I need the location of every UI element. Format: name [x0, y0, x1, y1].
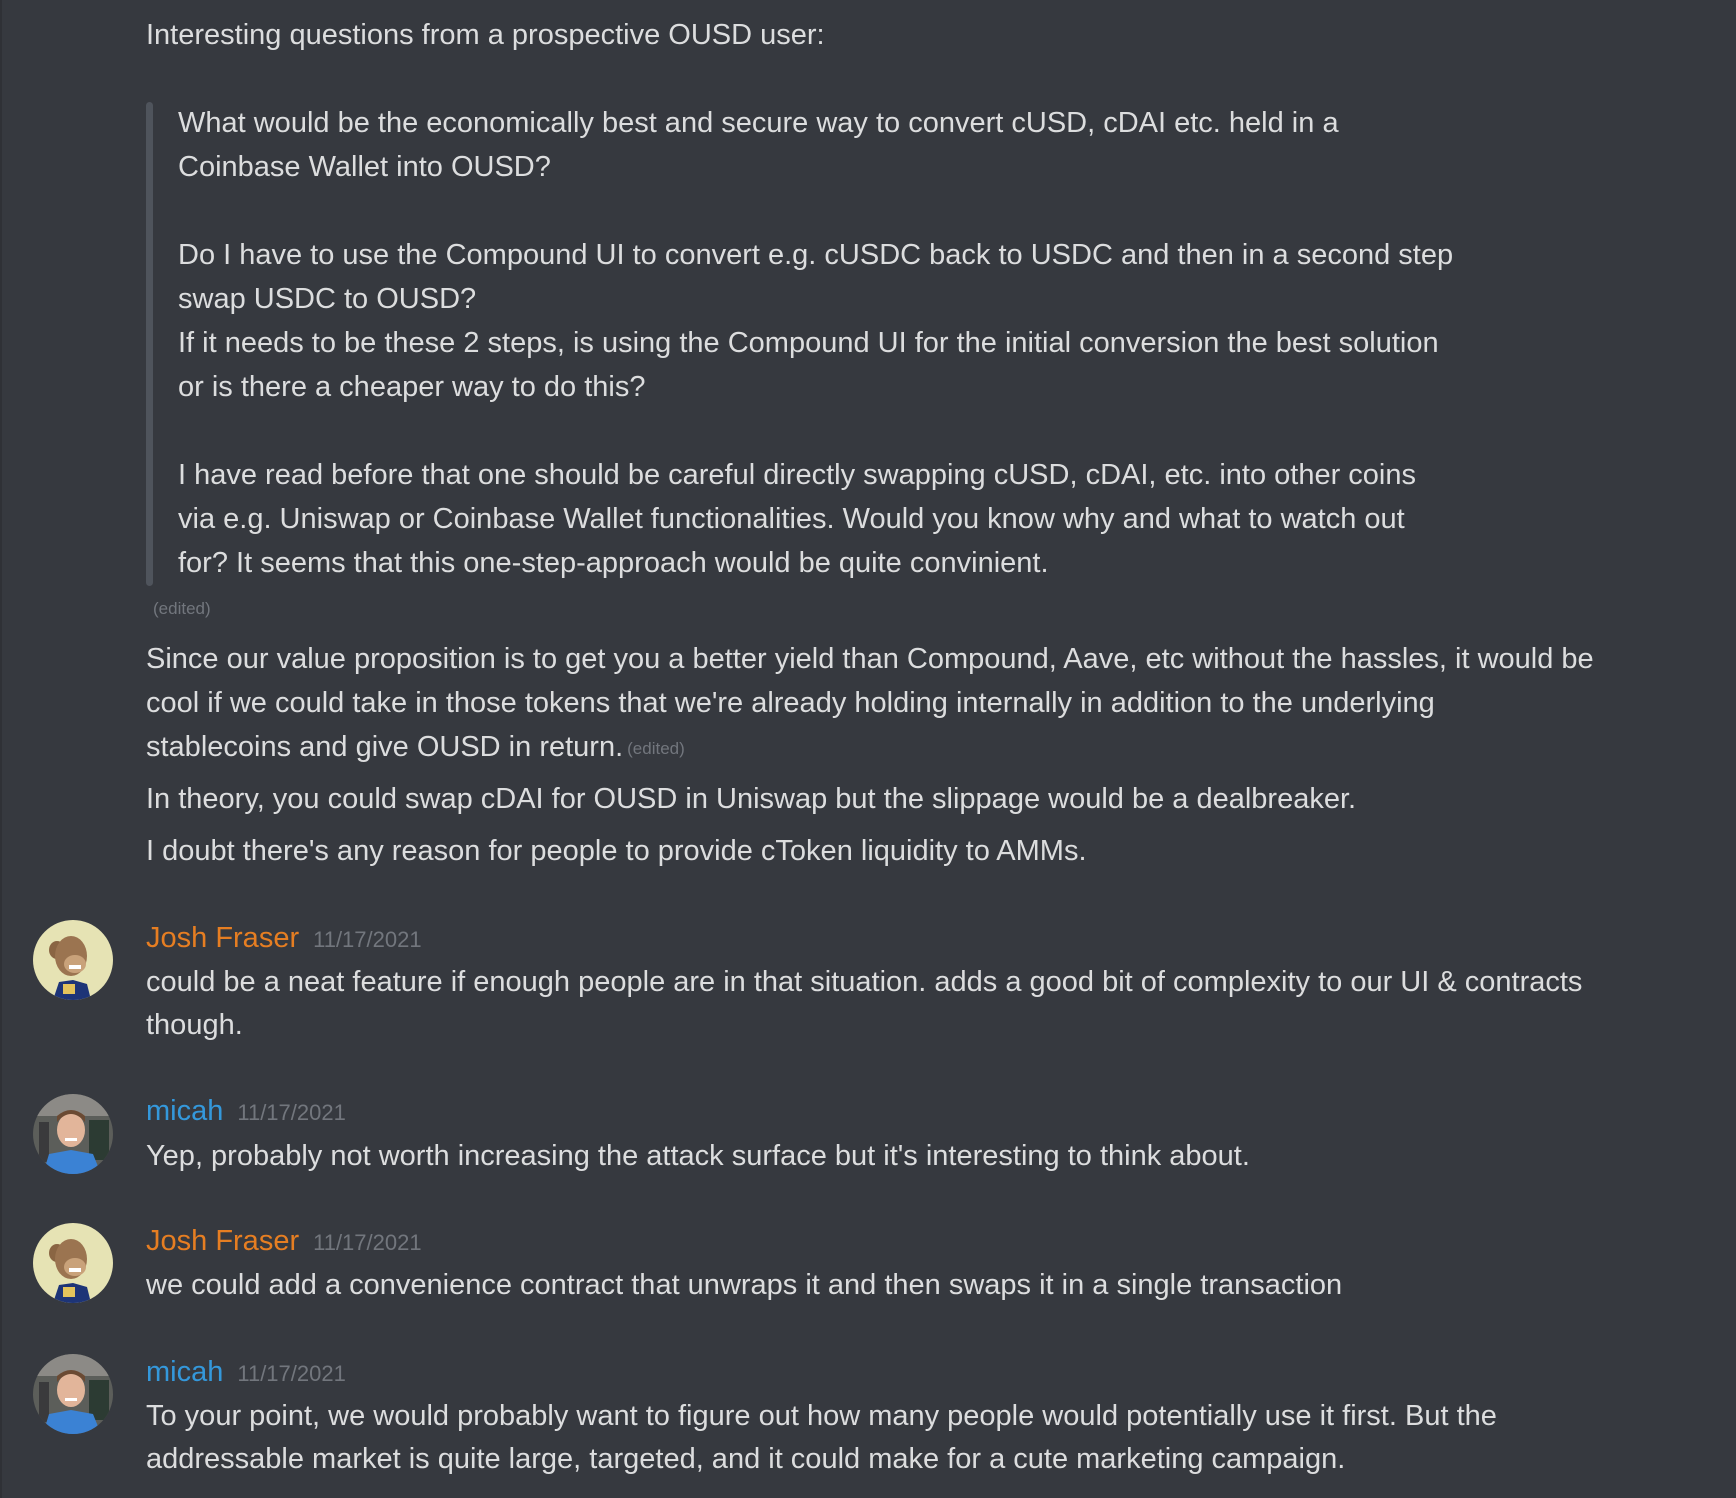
- timestamp: 11/17/2021: [313, 927, 422, 952]
- quote-line: If it needs to be these 2 steps, is using the Compound UI for the initial conversion the best solution: [178, 327, 1439, 359]
- message-text-last-line: [146, 725, 685, 771]
- message-text: though.: [146, 1009, 243, 1041]
- message-text: stablecoins and give OUSD in return.: [146, 731, 624, 763]
- quote-line: I have read before that one should be careful directly swapping cUSD, cDAI, etc. into other coins: [178, 459, 1417, 491]
- message-text: To your point, we would probably want to figure out how many people would potentially use it first. But the: [146, 1400, 1497, 1432]
- edited-indicator: (edited): [627, 739, 685, 758]
- timestamp: 11/17/2021: [313, 1230, 422, 1255]
- message-text: we could add a convenience contract that unwraps it and then swaps it in a single transaction: [146, 1269, 1343, 1301]
- blockquote-bar: [146, 102, 153, 586]
- message-text: cool if we could take in those tokens that we're already holding internally in addition to the underlying: [146, 687, 1435, 719]
- message-header: [146, 1219, 422, 1268]
- message-header: [146, 916, 422, 965]
- author-name[interactable]: Josh Fraser: [146, 1225, 300, 1257]
- quote-line: Do I have to use the Compound UI to convert e.g. cUSDC back to USDC and then in a second step: [178, 239, 1454, 271]
- message-header: [146, 1089, 346, 1138]
- quote-line: for? It seems that this one-step-approach would be quite convinient.: [178, 547, 1049, 579]
- message-text: could be a neat feature if enough people are in that situation. adds a good bit of complexity to our UI & contracts: [146, 966, 1583, 998]
- message-text: Interesting questions from a prospective OUSD user:: [146, 19, 825, 51]
- message-text: I doubt there's any reason for people to provide cToken liquidity to AMMs.: [146, 835, 1087, 867]
- bored-ape-avatar-icon: [33, 920, 113, 1000]
- author-name[interactable]: micah: [146, 1095, 224, 1127]
- avatar-josh-fraser[interactable]: [33, 1223, 113, 1303]
- bored-ape-avatar-icon: [33, 1223, 113, 1303]
- photo-avatar-icon: [33, 1354, 113, 1434]
- quote-line: via e.g. Uniswap or Coinbase Wallet functionalities. Would you know why and what to watch out: [178, 503, 1405, 535]
- message-text: addressable market is quite large, targeted, and it could make for a cute marketing campaign.: [146, 1443, 1346, 1475]
- message-text: Since our value proposition is to get you a better yield than Compound, Aave, etc without the hassles, it would be: [146, 643, 1594, 675]
- quote-line: Coinbase Wallet into OUSD?: [178, 151, 551, 183]
- avatar-micah[interactable]: [33, 1354, 113, 1434]
- author-name[interactable]: micah: [146, 1356, 224, 1388]
- timestamp: 11/17/2021: [237, 1100, 346, 1125]
- avatar-josh-fraser[interactable]: [33, 920, 113, 1000]
- edited-indicator: (edited): [153, 599, 211, 618]
- photo-avatar-icon: [33, 1094, 113, 1174]
- quote-line: or is there a cheaper way to do this?: [178, 371, 646, 403]
- quote-line: swap USDC to OUSD?: [178, 283, 477, 315]
- avatar-micah[interactable]: [33, 1094, 113, 1174]
- author-name[interactable]: Josh Fraser: [146, 922, 300, 954]
- left-edge-divider: [0, 0, 2, 1498]
- quote-line: What would be the economically best and secure way to convert cUSD, cDAI etc. held in a: [178, 107, 1339, 139]
- message-text: In theory, you could swap cDAI for OUSD in Uniswap but the slippage would be a dealbreaker.: [146, 783, 1357, 815]
- timestamp: 11/17/2021: [237, 1361, 346, 1386]
- message-text: Yep, probably not worth increasing the attack surface but it's interesting to think about.: [146, 1140, 1250, 1172]
- message-header: [146, 1350, 346, 1399]
